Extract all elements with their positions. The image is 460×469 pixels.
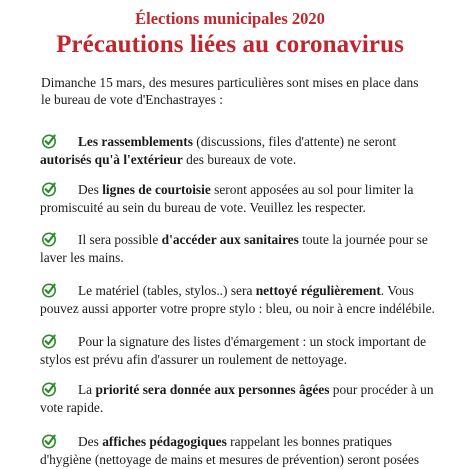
precaution-emphasis: lignes de courtoisie	[102, 182, 211, 197]
precaution-text	[40, 333, 435, 369]
precaution-emphasis: nettoyé régulièrement	[255, 283, 381, 298]
document-title: Précautions liées au coronavirus	[56, 31, 404, 58]
precaution-text	[40, 282, 435, 318]
precaution-segment: rappelant les bonnes pratiques d'hygiène (nettoyage de mains et mesures de prévention) seront posées	[40, 434, 420, 467]
precaution-emphasis: affiches pédagogiques	[102, 434, 227, 449]
precaution-item	[40, 433, 435, 469]
precaution-text	[40, 133, 435, 169]
document-kicker: Élections municipales 2020	[135, 9, 325, 28]
check-circle-icon	[41, 282, 57, 298]
precaution-item	[40, 133, 435, 169]
precaution-item	[40, 181, 435, 217]
precaution-text	[40, 181, 435, 217]
precaution-segment: pour procéder à un vote rapide.	[40, 382, 434, 415]
precaution-segment: toute la journée pour se laver les mains.	[40, 232, 428, 265]
precaution-item	[40, 381, 435, 417]
check-circle-icon	[41, 231, 57, 247]
precaution-segment: Des	[78, 434, 103, 449]
check-circle-icon	[41, 381, 57, 397]
check-circle-icon	[41, 133, 57, 149]
check-circle-icon	[41, 433, 57, 449]
precaution-emphasis: autorisés qu'à l'extérieur	[40, 152, 183, 167]
precaution-item	[40, 231, 435, 267]
intro-paragraph: Dimanche 15 mars, des mesures particulières sont mises en place dans le bureau de vote d'Enchastrayes :	[41, 75, 419, 107]
precaution-item	[40, 282, 435, 318]
precaution-segment: seront apposées au sol pour limiter la promiscuité au sein du bureau de vote. Veuillez les respecter.	[40, 182, 414, 215]
precaution-segment: Le matériel (tables, stylos..) sera	[78, 283, 256, 298]
precaution-text	[40, 231, 435, 267]
precaution-text	[40, 381, 435, 417]
precaution-segment: des bureaux de vote.	[182, 152, 297, 167]
check-circle-icon	[41, 333, 57, 349]
precaution-emphasis: priorité sera donnée aux personnes âgées	[95, 382, 330, 397]
precaution-emphasis: d'accéder aux sanitaires	[161, 232, 299, 247]
precaution-emphasis: Les rassemblements	[78, 134, 193, 149]
precaution-segment: . Vous pouvez aussi apporter votre propre stylo : bleu, ou noir à encre indélébile.	[40, 283, 435, 316]
precaution-segment: Pour la signature des listes d'émargement : un stock important de stylos est prévu afin d'assurer un roulement de nettoyage.	[40, 334, 427, 367]
precaution-segment: Des	[78, 182, 103, 197]
precaution-segment: Il sera possible	[78, 232, 162, 247]
precaution-text	[40, 433, 435, 469]
precaution-item	[40, 333, 435, 369]
precaution-segment: La	[78, 382, 96, 397]
check-circle-icon	[41, 181, 57, 197]
precaution-segment: (discussions, files d'attente) ne seront	[192, 134, 397, 149]
